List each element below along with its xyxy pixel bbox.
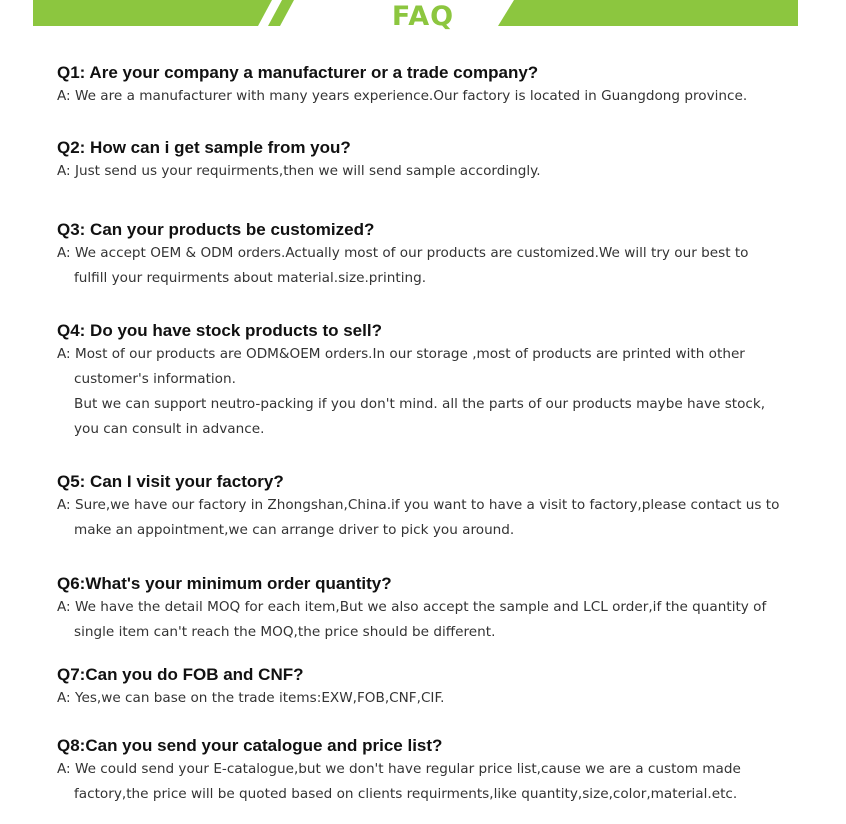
- faq-answer: [57, 159, 817, 184]
- faq-answer-line: you can consult in advance.: [74, 421, 265, 437]
- faq-question: Q6:What's your minimum order quantity?: [57, 574, 392, 593]
- faq-answer: [57, 84, 817, 109]
- faq-item-2: [57, 137, 817, 184]
- faq-question: Q3: Can your products be customized?: [57, 220, 375, 239]
- faq-answer-line: A: Just send us your requirments,then we will send sample accordingly.: [57, 163, 541, 179]
- faq-item-8: [57, 735, 817, 807]
- faq-question: Q4: Do you have stock products to sell?: [57, 321, 382, 340]
- faq-answer: [57, 686, 817, 711]
- faq-question: Q2: How can i get sample from you?: [57, 138, 351, 157]
- faq-answer-line: But we can support neutro-packing if you don't mind. all the parts of our products maybe have stock,: [74, 396, 766, 412]
- faq-answer-line: A: Most of our products are ODM&OEM orders.In our storage ,most of products are printed with other: [57, 346, 745, 362]
- faq-answer: [57, 493, 817, 543]
- faq-question: Q8:Can you send your catalogue and price list?: [57, 736, 443, 755]
- faq-question: Q5: Can I visit your factory?: [57, 472, 284, 491]
- faq-item-1: [57, 62, 817, 109]
- faq-item-3: [57, 219, 817, 291]
- faq-answer-line: A: We have the detail MOQ for each item,But we also accept the sample and LCL order,if the quantity of: [57, 599, 767, 615]
- faq-banner: [0, 0, 846, 34]
- faq-answer-line: A: Yes,we can base on the trade items:EXW,FOB,CNF,CIF.: [57, 690, 445, 706]
- faq-answer-line: A: We could send your E-catalogue,but we don't have regular price list,cause we are a custom made: [57, 761, 741, 777]
- faq-answer: [57, 757, 817, 807]
- faq-answer-line: fulfill your requirments about material.size.printing.: [74, 270, 427, 286]
- faq-answer-line: customer's information.: [74, 371, 236, 387]
- faq-answer-line: factory,the price will be quoted based on clients requirments,like quantity,size,color,material.etc.: [74, 786, 738, 802]
- faq-question: Q7:Can you do FOB and CNF?: [57, 665, 304, 684]
- faq-answer-line: A: We are a manufacturer with many years experience.Our factory is located in Guangdong province.: [57, 88, 748, 104]
- faq-answer: [57, 241, 817, 291]
- faq-answer-line: make an appointment,we can arrange driver to pick you around.: [74, 522, 515, 538]
- page-title: FAQ: [391, 1, 455, 32]
- faq-item-5: [57, 471, 817, 543]
- faq-answer-line: A: We accept OEM & ODM orders.Actually most of our products are customized.We will try our best to: [57, 245, 749, 261]
- faq-item-6: [57, 573, 817, 645]
- faq-item-7: [57, 664, 817, 711]
- faq-question: Q1: Are your company a manufacturer or a trade company?: [57, 63, 539, 82]
- faq-answer: [57, 342, 817, 442]
- faq-answer-line: single item can't reach the MOQ,the price should be different.: [74, 624, 496, 640]
- faq-answer: [57, 595, 817, 645]
- faq-item-4: [57, 320, 817, 442]
- faq-answer-line: A: Sure,we have our factory in Zhongshan,China.if you want to have a visit to factory,please contact us to: [57, 497, 780, 513]
